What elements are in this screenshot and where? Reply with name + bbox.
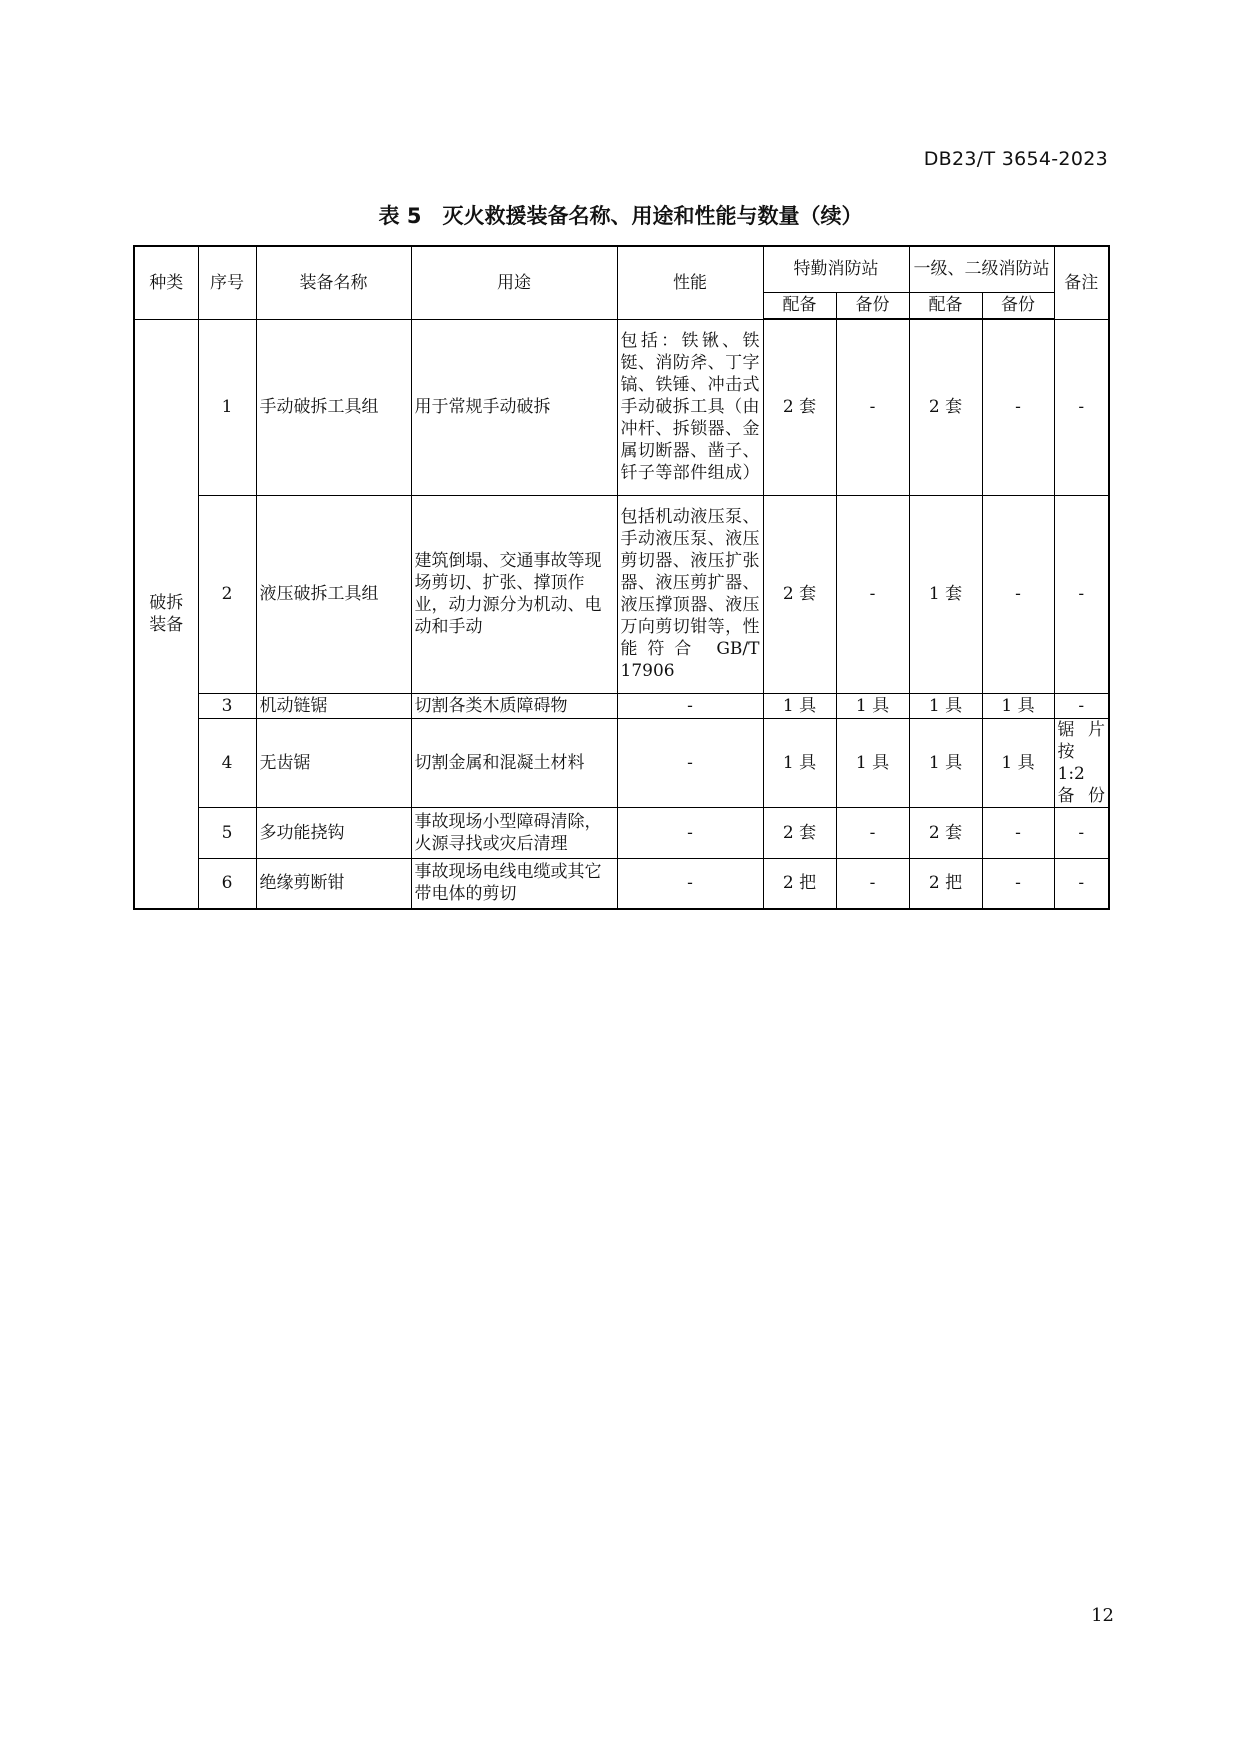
table-row bbox=[134, 807, 1109, 858]
row-special-backup: - bbox=[836, 495, 909, 693]
row-performance: - bbox=[617, 693, 763, 718]
row-special-backup: 1 具 bbox=[836, 718, 909, 807]
row-special-backup: 1 具 bbox=[836, 693, 909, 718]
table-row bbox=[134, 858, 1109, 909]
header-name: 装备名称 bbox=[256, 246, 411, 319]
table-row bbox=[134, 495, 1109, 693]
row-usage: 事故现场电线电缆或其它带电体的剪切 bbox=[411, 858, 617, 909]
header-row-1 bbox=[134, 246, 1109, 292]
row-remarks: - bbox=[1054, 319, 1109, 495]
header-special-station: 特勤消防站 bbox=[763, 246, 909, 292]
row-level-equip: 2 套 bbox=[909, 807, 982, 858]
row-level-backup: - bbox=[982, 807, 1054, 858]
row-index: 5 bbox=[198, 807, 256, 858]
row-performance: - bbox=[617, 807, 763, 858]
header-special-backup: 备份 bbox=[836, 292, 909, 319]
page-number: 12 bbox=[1091, 1605, 1114, 1626]
row-performance: - bbox=[617, 858, 763, 909]
header-category: 种类 bbox=[134, 246, 198, 319]
row-special-backup: - bbox=[836, 807, 909, 858]
row-remarks: - bbox=[1054, 495, 1109, 693]
header-remarks: 备注 bbox=[1054, 246, 1109, 319]
row-usage: 切割各类木质障碍物 bbox=[411, 693, 617, 718]
row-name: 液压破拆工具组 bbox=[256, 495, 411, 693]
table-row bbox=[134, 693, 1109, 718]
row-special-backup: - bbox=[836, 319, 909, 495]
row-usage: 建筑倒塌、交通事故等现场剪切、扩张、撑顶作业，动力源分为机动、电动和手动 bbox=[411, 495, 617, 693]
row-index: 2 bbox=[198, 495, 256, 693]
row-special-equip: 2 套 bbox=[763, 807, 836, 858]
header-special-equip: 配备 bbox=[763, 292, 836, 319]
row-special-equip: 2 套 bbox=[763, 495, 836, 693]
header-level-equip: 配备 bbox=[909, 292, 982, 319]
document-code: DB23/T 3654-2023 bbox=[923, 148, 1108, 170]
header-performance: 性能 bbox=[617, 246, 763, 319]
row-usage: 用于常规手动破拆 bbox=[411, 319, 617, 495]
row-usage: 事故现场小型障碍清除，火源寻找或灾后清理 bbox=[411, 807, 617, 858]
row-name: 机动链锯 bbox=[256, 693, 411, 718]
row-performance: - bbox=[617, 718, 763, 807]
header-index: 序号 bbox=[198, 246, 256, 319]
row-remarks: - bbox=[1054, 858, 1109, 909]
row-level-backup: 1 具 bbox=[982, 693, 1054, 718]
row-level-equip: 1 具 bbox=[909, 718, 982, 807]
row-remarks: 锯片按 1:2 备份 bbox=[1054, 718, 1109, 807]
row-special-equip: 1 具 bbox=[763, 693, 836, 718]
row-name: 无齿锯 bbox=[256, 718, 411, 807]
row-performance: 包括：铁锹、铁铤、消防斧、丁字镐、铁锤、冲击式手动破拆工具（由冲杆、拆锁器、金属切断器、凿子、钎子等部件组成） bbox=[617, 319, 763, 495]
header-level-station: 一级、二级消防站 bbox=[909, 246, 1054, 292]
row-special-equip: 1 具 bbox=[763, 718, 836, 807]
row-name: 手动破拆工具组 bbox=[256, 319, 411, 495]
equipment-table bbox=[133, 245, 1110, 910]
row-level-backup: - bbox=[982, 858, 1054, 909]
table-row bbox=[134, 718, 1109, 807]
row-index: 6 bbox=[198, 858, 256, 909]
row-special-backup: - bbox=[836, 858, 909, 909]
row-name: 绝缘剪断钳 bbox=[256, 858, 411, 909]
row-index: 1 bbox=[198, 319, 256, 495]
row-special-equip: 2 套 bbox=[763, 319, 836, 495]
row-level-backup: - bbox=[982, 319, 1054, 495]
table-title: 表 5 灭火救援装备名称、用途和性能与数量（续） bbox=[378, 204, 863, 228]
row-index: 4 bbox=[198, 718, 256, 807]
row-performance: 包括机动液压泵、手动液压泵、液压剪切器、液压扩张器、液压剪扩器、液压撑顶器、液压万向剪切钳等，性能符合 GB/T 17906 bbox=[617, 495, 763, 693]
category-label: 破拆装备 bbox=[149, 592, 184, 635]
row-level-equip: 1 具 bbox=[909, 693, 982, 718]
row-remarks: - bbox=[1054, 693, 1109, 718]
row-level-backup: 1 具 bbox=[982, 718, 1054, 807]
row-name: 多功能挠钩 bbox=[256, 807, 411, 858]
row-level-backup: - bbox=[982, 495, 1054, 693]
category-cell bbox=[134, 319, 198, 909]
row-level-equip: 2 套 bbox=[909, 319, 982, 495]
header-level-backup: 备份 bbox=[982, 292, 1054, 319]
row-index: 3 bbox=[198, 693, 256, 718]
row-usage: 切割金属和混凝土材料 bbox=[411, 718, 617, 807]
row-level-equip: 1 套 bbox=[909, 495, 982, 693]
row-remarks: - bbox=[1054, 807, 1109, 858]
table-row bbox=[134, 319, 1109, 495]
row-special-equip: 2 把 bbox=[763, 858, 836, 909]
header-usage: 用途 bbox=[411, 246, 617, 319]
row-level-equip: 2 把 bbox=[909, 858, 982, 909]
